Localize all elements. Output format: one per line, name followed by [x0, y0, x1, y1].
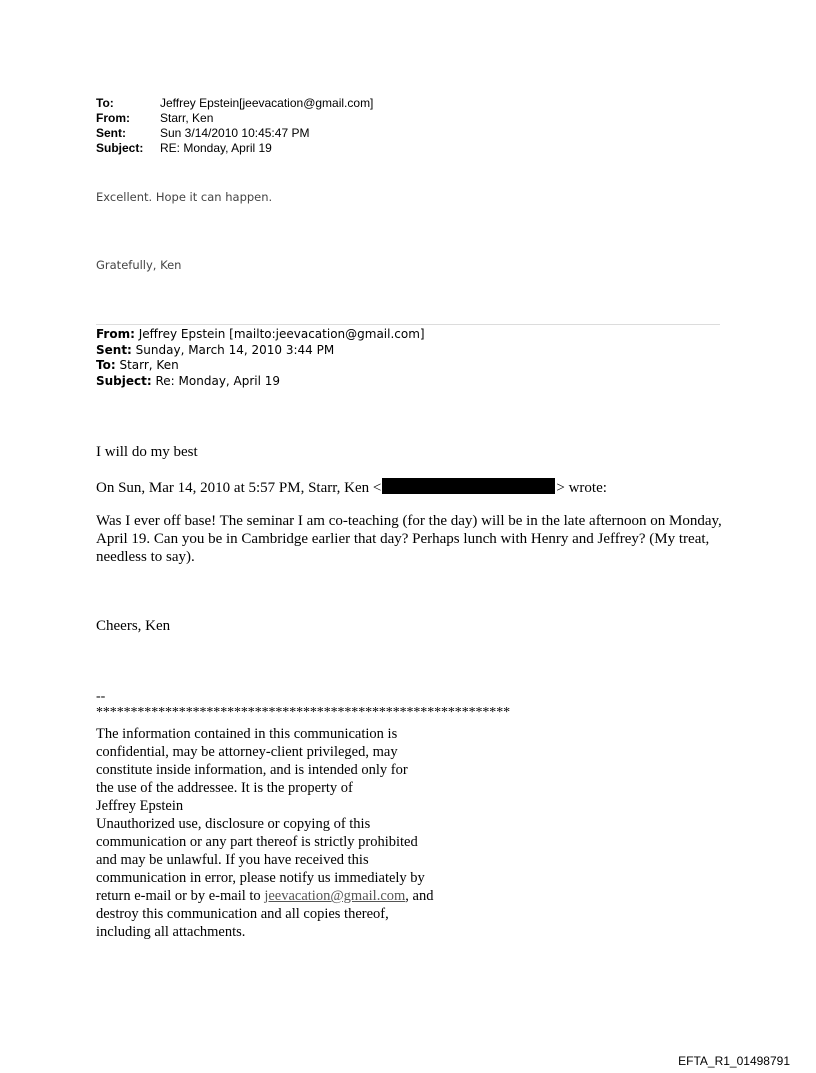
- message-line: I will do my best: [96, 444, 198, 460]
- fwd-sent-value: Sunday, March 14, 2010 3:44 PM: [131, 342, 335, 357]
- return-suffix: , and: [405, 888, 434, 904]
- quote-divider: [96, 324, 720, 325]
- fwd-subject-value: Re: Monday, April 19: [151, 373, 281, 388]
- quote-attribution: [96, 478, 607, 497]
- fwd-sent-label: Sent:: [96, 342, 132, 357]
- subject-value: RE: Monday, April 19: [160, 141, 272, 155]
- sent-label: Sent:: [96, 126, 126, 140]
- disclaimer-line: constitute inside information, and is intended only for: [96, 762, 408, 778]
- forwarded-header: [96, 327, 425, 389]
- reply-line: Excellent. Hope it can happen.: [96, 190, 273, 204]
- disclaimer-line: the use of the addressee. It is the property of: [96, 780, 353, 796]
- fwd-sent-row: [96, 343, 425, 359]
- header-to-row: [96, 96, 373, 111]
- disclaimer-stars: ************************************************************: [96, 705, 511, 720]
- header-from-row: [96, 111, 373, 126]
- fwd-subject-label: Subject:: [96, 373, 152, 388]
- disclaimer-line: Unauthorized use, disclosure or copying of this: [96, 816, 371, 832]
- header-subject-row: [96, 141, 373, 156]
- email-link[interactable]: jeevacation@gmail.com: [264, 888, 406, 904]
- disclaimer-line: destroy this communication and all copies thereof,: [96, 906, 389, 922]
- return-prefix: return e-mail or by e-mail to: [96, 888, 265, 904]
- fwd-to-label: To:: [96, 358, 116, 372]
- fwd-from-label: From:: [96, 327, 135, 341]
- disclaimer-line: communication or any part thereof is strictly prohibited: [96, 834, 418, 850]
- fwd-from-row: [96, 327, 425, 343]
- quote-prefix: On Sun, Mar 14, 2010 at 5:57 PM, Starr, Ken <: [96, 480, 382, 496]
- redaction-block: [382, 478, 555, 494]
- disclaimer-dashes: --: [96, 689, 106, 704]
- to-value: Jeffrey Epstein[jeevacation@gmail.com]: [160, 96, 374, 110]
- from-value: Starr, Ken: [160, 111, 214, 125]
- document-id: EFTA_R1_01498791: [678, 1054, 790, 1068]
- header-sent-row: [96, 126, 373, 141]
- fwd-to-row: [96, 358, 425, 374]
- disclaimer-line: The information contained in this communication is: [96, 726, 398, 742]
- disclaimer-text: [96, 725, 433, 941]
- fwd-to-value: Starr, Ken: [115, 358, 179, 372]
- from-label: From:: [96, 111, 130, 125]
- quoted-paragraph: Was I ever off base! The seminar I am co-teaching (for the day) will be in the late afternoon on Monday, April 19. Can you be in Cambridge earlier that day? Perhaps lunch with Henry and Jeffrey? (My treat, needless to say).: [96, 513, 722, 565]
- disclaimer-line: including all attachments.: [96, 924, 246, 940]
- disclaimer-line: confidential, may be attorney-client privileged, may: [96, 744, 398, 760]
- sent-value: Sun 3/14/2010 10:45:47 PM: [160, 126, 310, 140]
- email-header: [96, 96, 373, 156]
- quoted-signoff: Cheers, Ken: [96, 618, 171, 634]
- reply-signoff: Gratefully, Ken: [96, 258, 182, 272]
- subject-label: Subject:: [96, 141, 144, 155]
- disclaimer-return-line: [96, 887, 433, 905]
- to-label: To:: [96, 96, 114, 110]
- disclaimer-line: Jeffrey Epstein: [96, 798, 184, 814]
- fwd-subject-row: [96, 374, 425, 390]
- disclaimer-line: and may be unlawful. If you have received this: [96, 852, 369, 868]
- fwd-from-value: Jeffrey Epstein [mailto:jeevacation@gmail.com]: [134, 327, 425, 341]
- disclaimer-line: communication in error, please notify us immediately by: [96, 870, 425, 886]
- quote-suffix: > wrote:: [556, 480, 607, 496]
